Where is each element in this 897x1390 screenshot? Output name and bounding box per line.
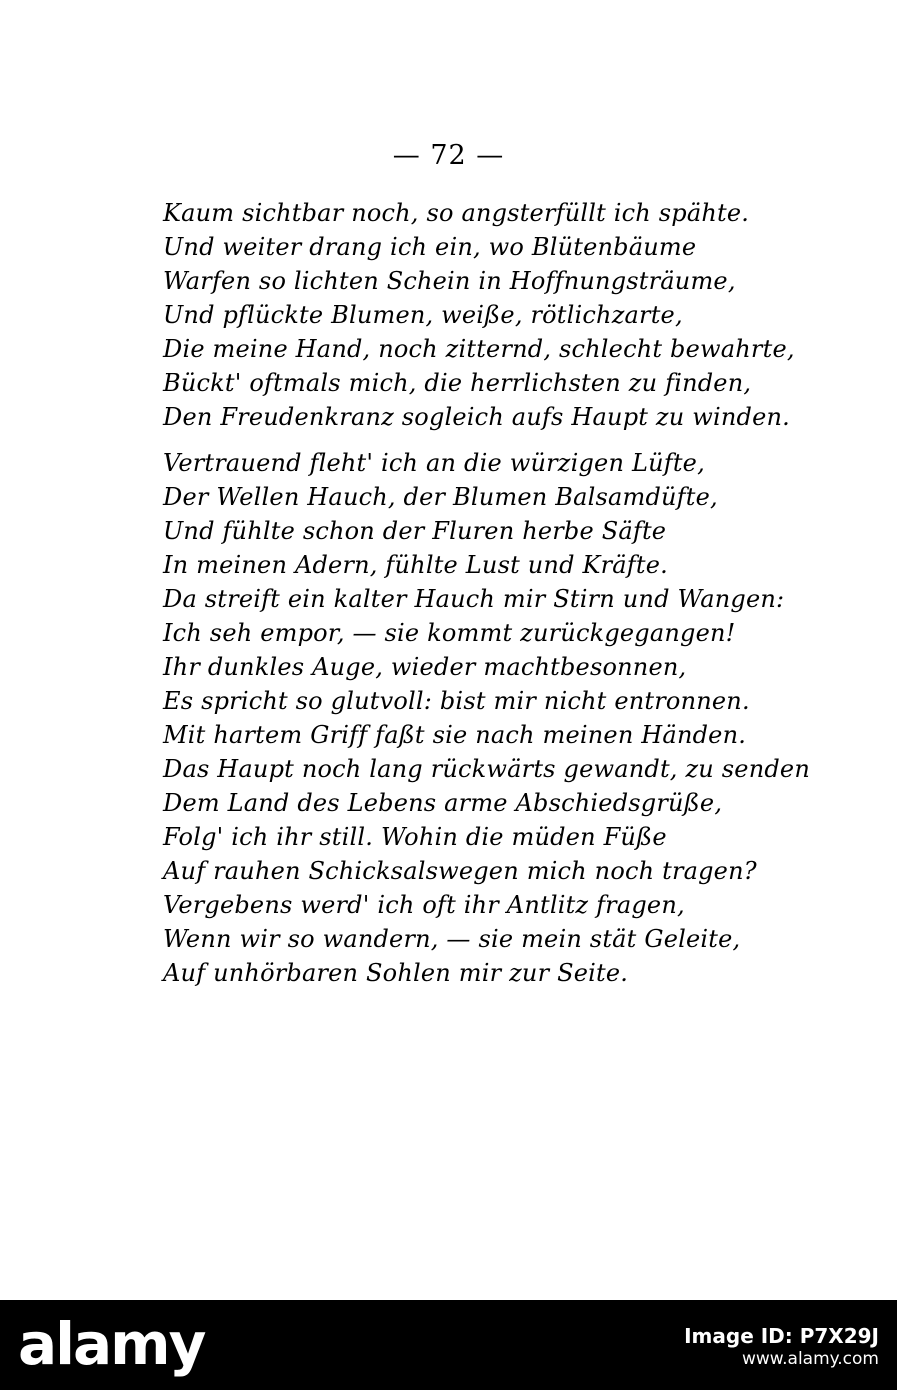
poem-line: Ihr dunkles Auge, wieder machtbesonnen, xyxy=(163,653,687,681)
image-id: Image ID: P7X29J xyxy=(684,1324,879,1348)
poem-line: Dem Land des Lebens arme Abschiedsgrüße, xyxy=(163,789,723,817)
poem-line: Mit hartem Griff faßt sie nach meinen Händen. xyxy=(163,721,747,749)
poem-line: In meinen Adern, fühlte Lust und Kräfte. xyxy=(163,551,668,579)
poem-line: Wenn wir so wandern, — sie mein stät Geleite, xyxy=(163,925,741,953)
poem-line: Ich seh empor, — sie kommt zurückgegangen! xyxy=(163,619,736,647)
poem-line: Auf unhörbaren Sohlen mir zur Seite. xyxy=(163,959,629,987)
poem-line: Das Haupt noch lang rückwärts gewandt, zu senden xyxy=(163,755,810,783)
poem-line: Vergebens werd' ich oft ihr Antlitz fragen, xyxy=(163,891,685,919)
poem-line: Auf rauhen Schicksalswegen mich noch tragen? xyxy=(163,857,757,885)
page-number: — 72 — xyxy=(392,140,505,171)
image-metadata xyxy=(684,1324,879,1370)
poem-line: Es spricht so glutvoll: bist mir nicht entronnen. xyxy=(163,687,750,715)
website-url: www.alamy.com xyxy=(741,1349,879,1369)
brand-logo: alamy xyxy=(18,1310,205,1378)
poem-line: Und pflückte Blumen, weiße, rötlichzarte, xyxy=(163,301,683,329)
poem-line: Vertrauend fleht' ich an die würzigen Lüfte, xyxy=(163,449,705,477)
poem-line: Warfen so lichten Schein in Hoffnungsträume, xyxy=(163,267,736,295)
poem-line: Der Wellen Hauch, der Blumen Balsamdüfte, xyxy=(163,483,718,511)
stanza-2 xyxy=(163,446,863,752)
watermark-footer xyxy=(0,1300,897,1390)
poem-line: Und weiter drang ich ein, wo Blütenbäume xyxy=(163,233,697,261)
poem-line: Kaum sichtbar noch, so angsterfüllt ich spähte. xyxy=(163,199,750,227)
poem-line: Den Freudenkranz sogleich aufs Haupt zu winden. xyxy=(163,403,790,431)
stanza-3 xyxy=(163,752,863,990)
poem-line: Folg' ich ihr still. Wohin die müden Füße xyxy=(163,823,667,851)
poem-line: Bückt' oftmals mich, die herrlichsten zu finden, xyxy=(163,369,752,397)
stanza-1 xyxy=(163,196,863,434)
poem-line: Da streift ein kalter Hauch mir Stirn und Wangen: xyxy=(163,585,785,613)
poem-line: Die meine Hand, noch zitternd, schlecht bewahrte, xyxy=(163,335,795,363)
poem-line: Und fühlte schon der Fluren herbe Säfte xyxy=(163,517,667,545)
